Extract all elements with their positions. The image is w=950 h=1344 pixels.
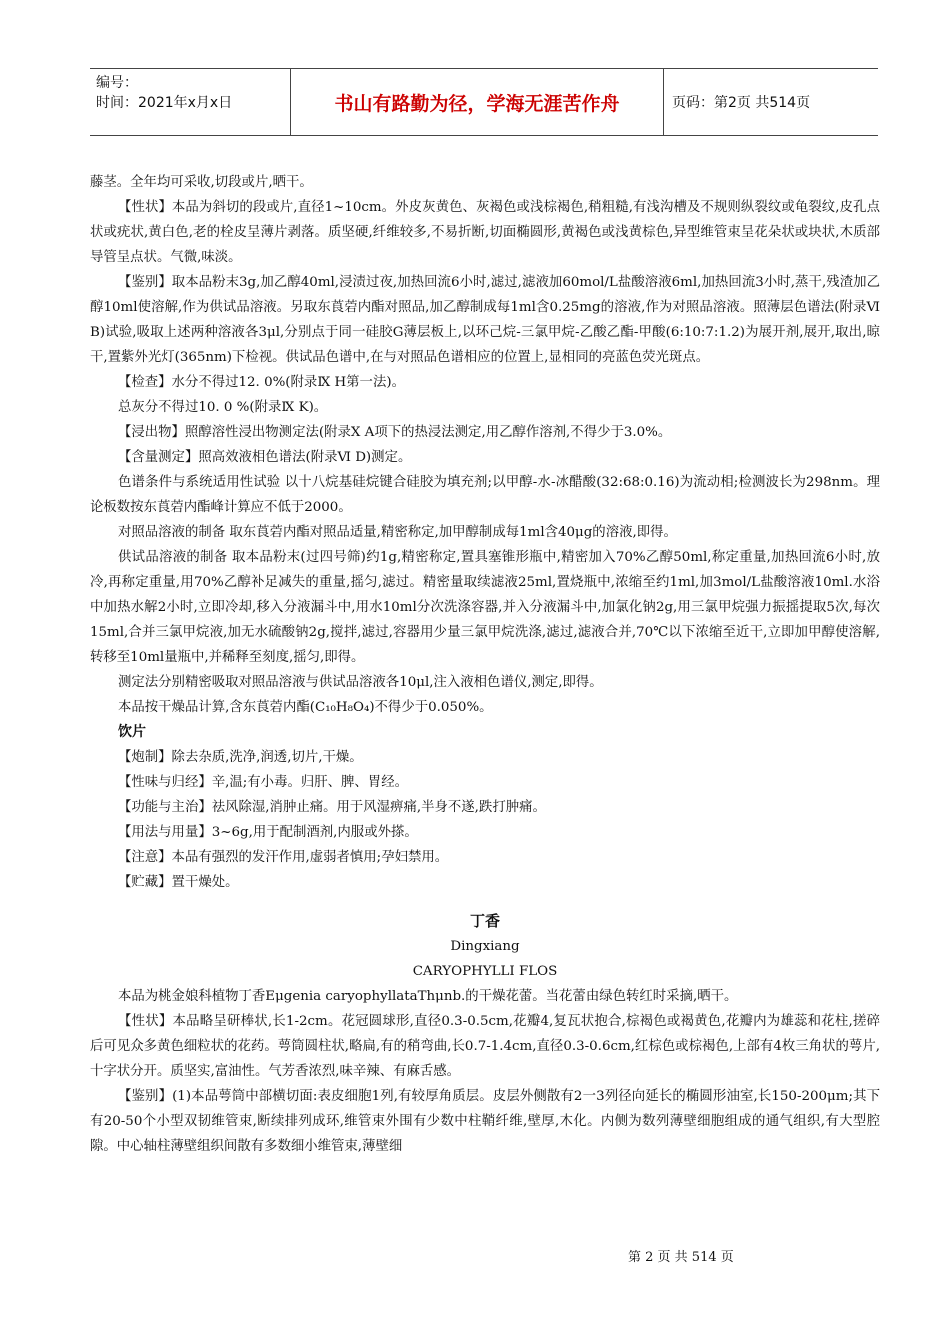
paragraph: 藤茎。全年均可采收,切段或片,晒干。 (90, 175, 313, 190)
paragraph-usage: 【用法与用量】3~6g,用于配制酒剂,内服或外搽。 (118, 825, 418, 840)
paragraph-processing: 【炮制】除去杂质,洗净,润透,切片,干燥。 (118, 750, 363, 765)
drug-pinyin: Dingxiang (450, 939, 520, 954)
paragraph-identification: 【鉴别】取本品粉末3g,加乙醇40ml,浸渍过夜,加热回流6小时,滤过,滤液加60mol/L盐酸溶液6ml,加热回流3小时,蒸干,残渣加乙醇10ml使溶解,作为供试品溶液。另取东莨菪内酯对照品,加乙醇制成每1ml含0.25mg的溶液,作为对照品溶液。照薄层色谱法(附录Ⅵ B)试验,吸取上述两种溶液各3μl,分别点于同一硅胶G薄层板上,以环己烷-三氯甲烷-乙酸乙酯-甲酸(6:10:7:1.2)为展开剂,展开,取出,晾干,置紫外光灯(365nm)下检视。供试品色谱中,在与对照品色谱相应的位置上,显相同的亮蓝色荧光斑点。 (90, 275, 880, 365)
page-footer: 第 2 页 共 514 页 (628, 1250, 734, 1265)
paragraph-storage: 【贮藏】置干燥处。 (118, 875, 239, 890)
paragraph: 对照品溶液的制备 取东莨菪内酯对照品适量,精密称定,加甲醇制成每1ml含40μg的溶液,即得。 (118, 525, 677, 540)
paragraph: 色谱条件与系统适用性试验 以十八烷基硅烷键合硅胶为填充剂;以甲醇-水-冰醋酸(32:68:0.16)为流动相;检测波长为298nm。理论板数按东莨菪内酯峰计算应不低于2000。 (90, 475, 880, 515)
paragraph: 供试品溶液的制备 取本品粉末(过四号筛)约1g,精密称定,置具塞锥形瓶中,精密加入70%乙醇50ml,称定重量,加热回流6小时,放冷,再称定重量,用70%乙醇补足减失的重量,摇匀,滤过。精密量取续滤液25ml,置烧瓶中,浓缩至约1ml,加3mol/L盐酸溶液10ml.水浴中加热水解2小时,立即冷却,移入分液漏斗中,用水10ml分次洗涤容器,并入分液漏斗中,加氯化钠2g,用三氯甲烷强力振摇提取5次,每次15ml,合并三氯甲烷液,加无水硫酸钠2g,搅拌,滤过,容器用少量三氯甲烷洗涤,滤过,滤液合并,70℃以下浓缩至近干,立即加甲醇使溶解,转移至10ml量瓶中,并稀释至刻度,摇匀,即得。 (90, 550, 880, 665)
paragraph-function: 【功能与主治】祛风除湿,消肿止痛。用于风湿痹痛,半身不遂,跌打肿痛。 (118, 800, 546, 815)
header-meta (90, 69, 290, 135)
header-page-label: 页码：第2页 共514页 (672, 95, 811, 111)
paragraph-extract: 【浸出物】照醇溶性浸出物测定法(附录Ⅹ A项下的热浸法测定,用乙醇作溶剂,不得少于3.0%。 (118, 425, 672, 440)
section-heading-yinpian: 饮片 (118, 724, 146, 740)
paragraph-appearance: 【性状】本品为斜切的段或片,直径1~10cm。外皮灰黄色、灰褐色或浅棕褐色,稍粗糙,有浅沟槽及不规则纵裂纹或龟裂纹,皮孔点状或疣状,黄白色,老的栓皮呈薄片剥落。质坚硬,纤维较多,不易折断,切面椭圆形,黄褐色或浅黄棕色,异型维管束呈花朵状或块状,木质部导管呈点状。气微,味淡。 (90, 200, 880, 265)
paragraph-nature: 【性味与归经】辛,温;有小毒。归肝、脾、胃经。 (118, 775, 408, 790)
paragraph-assay: 【含量测定】照高效液相色谱法(附录Ⅵ D)测定。 (118, 450, 412, 465)
paragraph-appearance: 【性状】本品略呈研棒状,长1-2cm。花冠圆球形,直径0.3-0.5cm,花瓣4,复瓦状抱合,棕褐色或褐黄色,花瓣内为雄蕊和花柱,搓碎后可见众多黄色细粒状的花药。萼筒圆柱状,略扁,有的稍弯曲,长0.7-1.4cm,直径0.3-0.6cm,红棕色或棕褐色,上部有4枚三角状的萼片,十字状分开。质坚实,富油性。气芳香浓烈,味辛辣、有麻舌感。 (90, 1014, 880, 1079)
number-label: 编号： (96, 75, 138, 91)
header-motto: 书山有路勤为径，学海无涯苦作舟 (290, 69, 664, 135)
paragraph: 本品按干燥品计算,含东莨菪内酯(C₁₀H₈O₄)不得少于0.050%。 (118, 700, 493, 715)
drug-title: 丁香 (469, 912, 500, 930)
document-body (90, 170, 880, 1159)
drug-latin: CARYOPHYLLI FLOS (412, 964, 558, 979)
time-label: 时间：2021年x月x日 (96, 95, 233, 111)
paragraph-source: 本品为桃金娘科植物丁香Eμgenia caryophyllataThμnb.的干燥花蕾。当花蕾由绿色转红时采摘,晒干。 (118, 989, 738, 1004)
paragraph-identification: 【鉴别】(1)本品萼筒中部横切面:表皮细胞1列,有较厚角质层。皮层外侧散有2一3列径向延长的椭圆形油室,长150-200μm;其下有20-50个小型双韧维管束,断续排列成环,维管束外围有少数中柱鞘纤维,壁厚,木化。内侧为数列薄壁细胞组成的通气组织,有大型腔隙。中心轴柱薄壁组织间散有多数细小维管束,薄壁细 (90, 1089, 880, 1154)
paragraph: 总灰分不得过10. 0 %(附录Ⅸ K)。 (118, 400, 328, 415)
paragraph-caution: 【注意】本品有强烈的发汗作用,虚弱者慎用;孕妇禁用。 (118, 850, 449, 865)
page-header (90, 68, 878, 136)
paragraph: 测定法分别精密吸取对照品溶液与供试品溶液各10μl,注入液相色谱仪,测定,即得。 (118, 675, 603, 690)
paragraph-inspection: 【检查】水分不得过12. 0%(附录Ⅸ H第一法)。 (118, 375, 405, 390)
